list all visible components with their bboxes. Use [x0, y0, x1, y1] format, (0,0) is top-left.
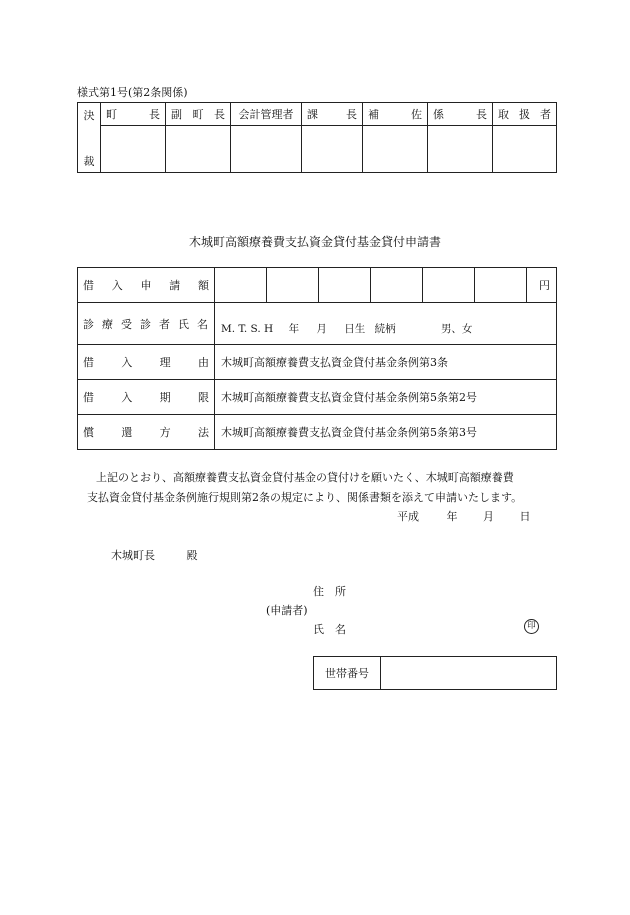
addressee [111, 547, 198, 563]
approval-side-top: 決 [83, 108, 95, 122]
approval-header-deputy: 副 町 長 [166, 103, 231, 126]
patient-birth-label: 日生 [344, 323, 366, 335]
approval-header-section-chief: 課 長 [302, 103, 363, 126]
document-title: 木城町高額療養費支払資金貸付基金貸付申請書 [188, 235, 441, 249]
date-month: 月 [483, 510, 494, 523]
patient-month-label: 月 [316, 323, 327, 335]
approval-header-assistant: 補 佐 [363, 103, 428, 126]
amount-label: 借 入 申 請 額 [78, 268, 215, 303]
approval-stamp-cell[interactable] [428, 126, 493, 173]
approval-table [77, 102, 557, 173]
body-text-line-1: 上記のとおり、高額療養費支払資金貸付基金の貸付けを願いたく、木城町高額療養費 [96, 471, 514, 484]
patient-year-label: 年 [288, 323, 300, 335]
applicant-name-label: 氏 名 [313, 623, 346, 636]
approval-header-handler: 取 扱 者 [493, 103, 557, 126]
reason-value: 木城町高額療養費支払資金貸付基金条例第3条 [215, 345, 557, 380]
body-text-line-2: 支払資金貸付基金条例施行規則第2条の規定により、関係書類を添えて申請いたします。 [87, 491, 523, 504]
approval-stamp-cell[interactable] [302, 126, 363, 173]
amount-unit: 円 [527, 268, 557, 303]
approval-stamp-cell[interactable] [363, 126, 428, 173]
approval-stamp-cell[interactable] [231, 126, 302, 173]
patient-field[interactable] [215, 303, 557, 345]
approval-stamp-cell[interactable] [101, 126, 166, 173]
repayment-value: 木城町高額療養費支払資金貸付基金条例第5条第3号 [215, 415, 557, 450]
term-label: 借 入 期 限 [78, 380, 215, 415]
household-table [313, 656, 557, 690]
patient-relation-label: 続柄 [374, 323, 396, 335]
addressee-honorific: 殿 [186, 549, 198, 562]
seal-icon: 印 [524, 619, 539, 634]
patient-era-options: M. T. S. H [221, 323, 274, 335]
amount-digit[interactable] [475, 268, 527, 303]
date-year: 年 [446, 510, 458, 523]
household-number-label: 世帯番号 [314, 657, 381, 690]
amount-digit[interactable] [423, 268, 475, 303]
approval-stamp-cell[interactable] [493, 126, 557, 173]
patient-sex-options: 男、女 [440, 323, 473, 335]
household-number-field[interactable] [381, 657, 557, 690]
amount-digit[interactable] [267, 268, 319, 303]
amount-digit[interactable] [371, 268, 423, 303]
applicant-address-label: 住 所 [313, 585, 346, 598]
approval-side-bottom: 裁 [83, 154, 95, 168]
applicant-role-label: (申請者) [266, 604, 308, 617]
repayment-label: 償 還 方 法 [78, 415, 215, 450]
date-line [397, 508, 531, 524]
amount-digit[interactable] [215, 268, 267, 303]
date-day: 日 [519, 510, 531, 523]
date-era: 平成 [397, 510, 419, 523]
form-number: 様式第1号(第2条関係) [77, 86, 188, 99]
patient-label: 診 療 受 診 者 氏 名 [78, 303, 215, 345]
term-value: 木城町高額療養費支払資金貸付基金条例第5条第2号 [215, 380, 557, 415]
amount-digit[interactable] [319, 268, 371, 303]
approval-header-town-head: 町 長 [101, 103, 166, 126]
approval-stamp-cell[interactable] [166, 126, 231, 173]
approval-header-subsection-chief: 係 長 [428, 103, 493, 126]
approval-header-accountant: 会計管理者 [231, 103, 302, 126]
addressee-name: 木城町長 [111, 549, 155, 562]
approval-side-label [78, 103, 101, 173]
reason-label: 借 入 理 由 [78, 345, 215, 380]
application-table [77, 267, 557, 450]
